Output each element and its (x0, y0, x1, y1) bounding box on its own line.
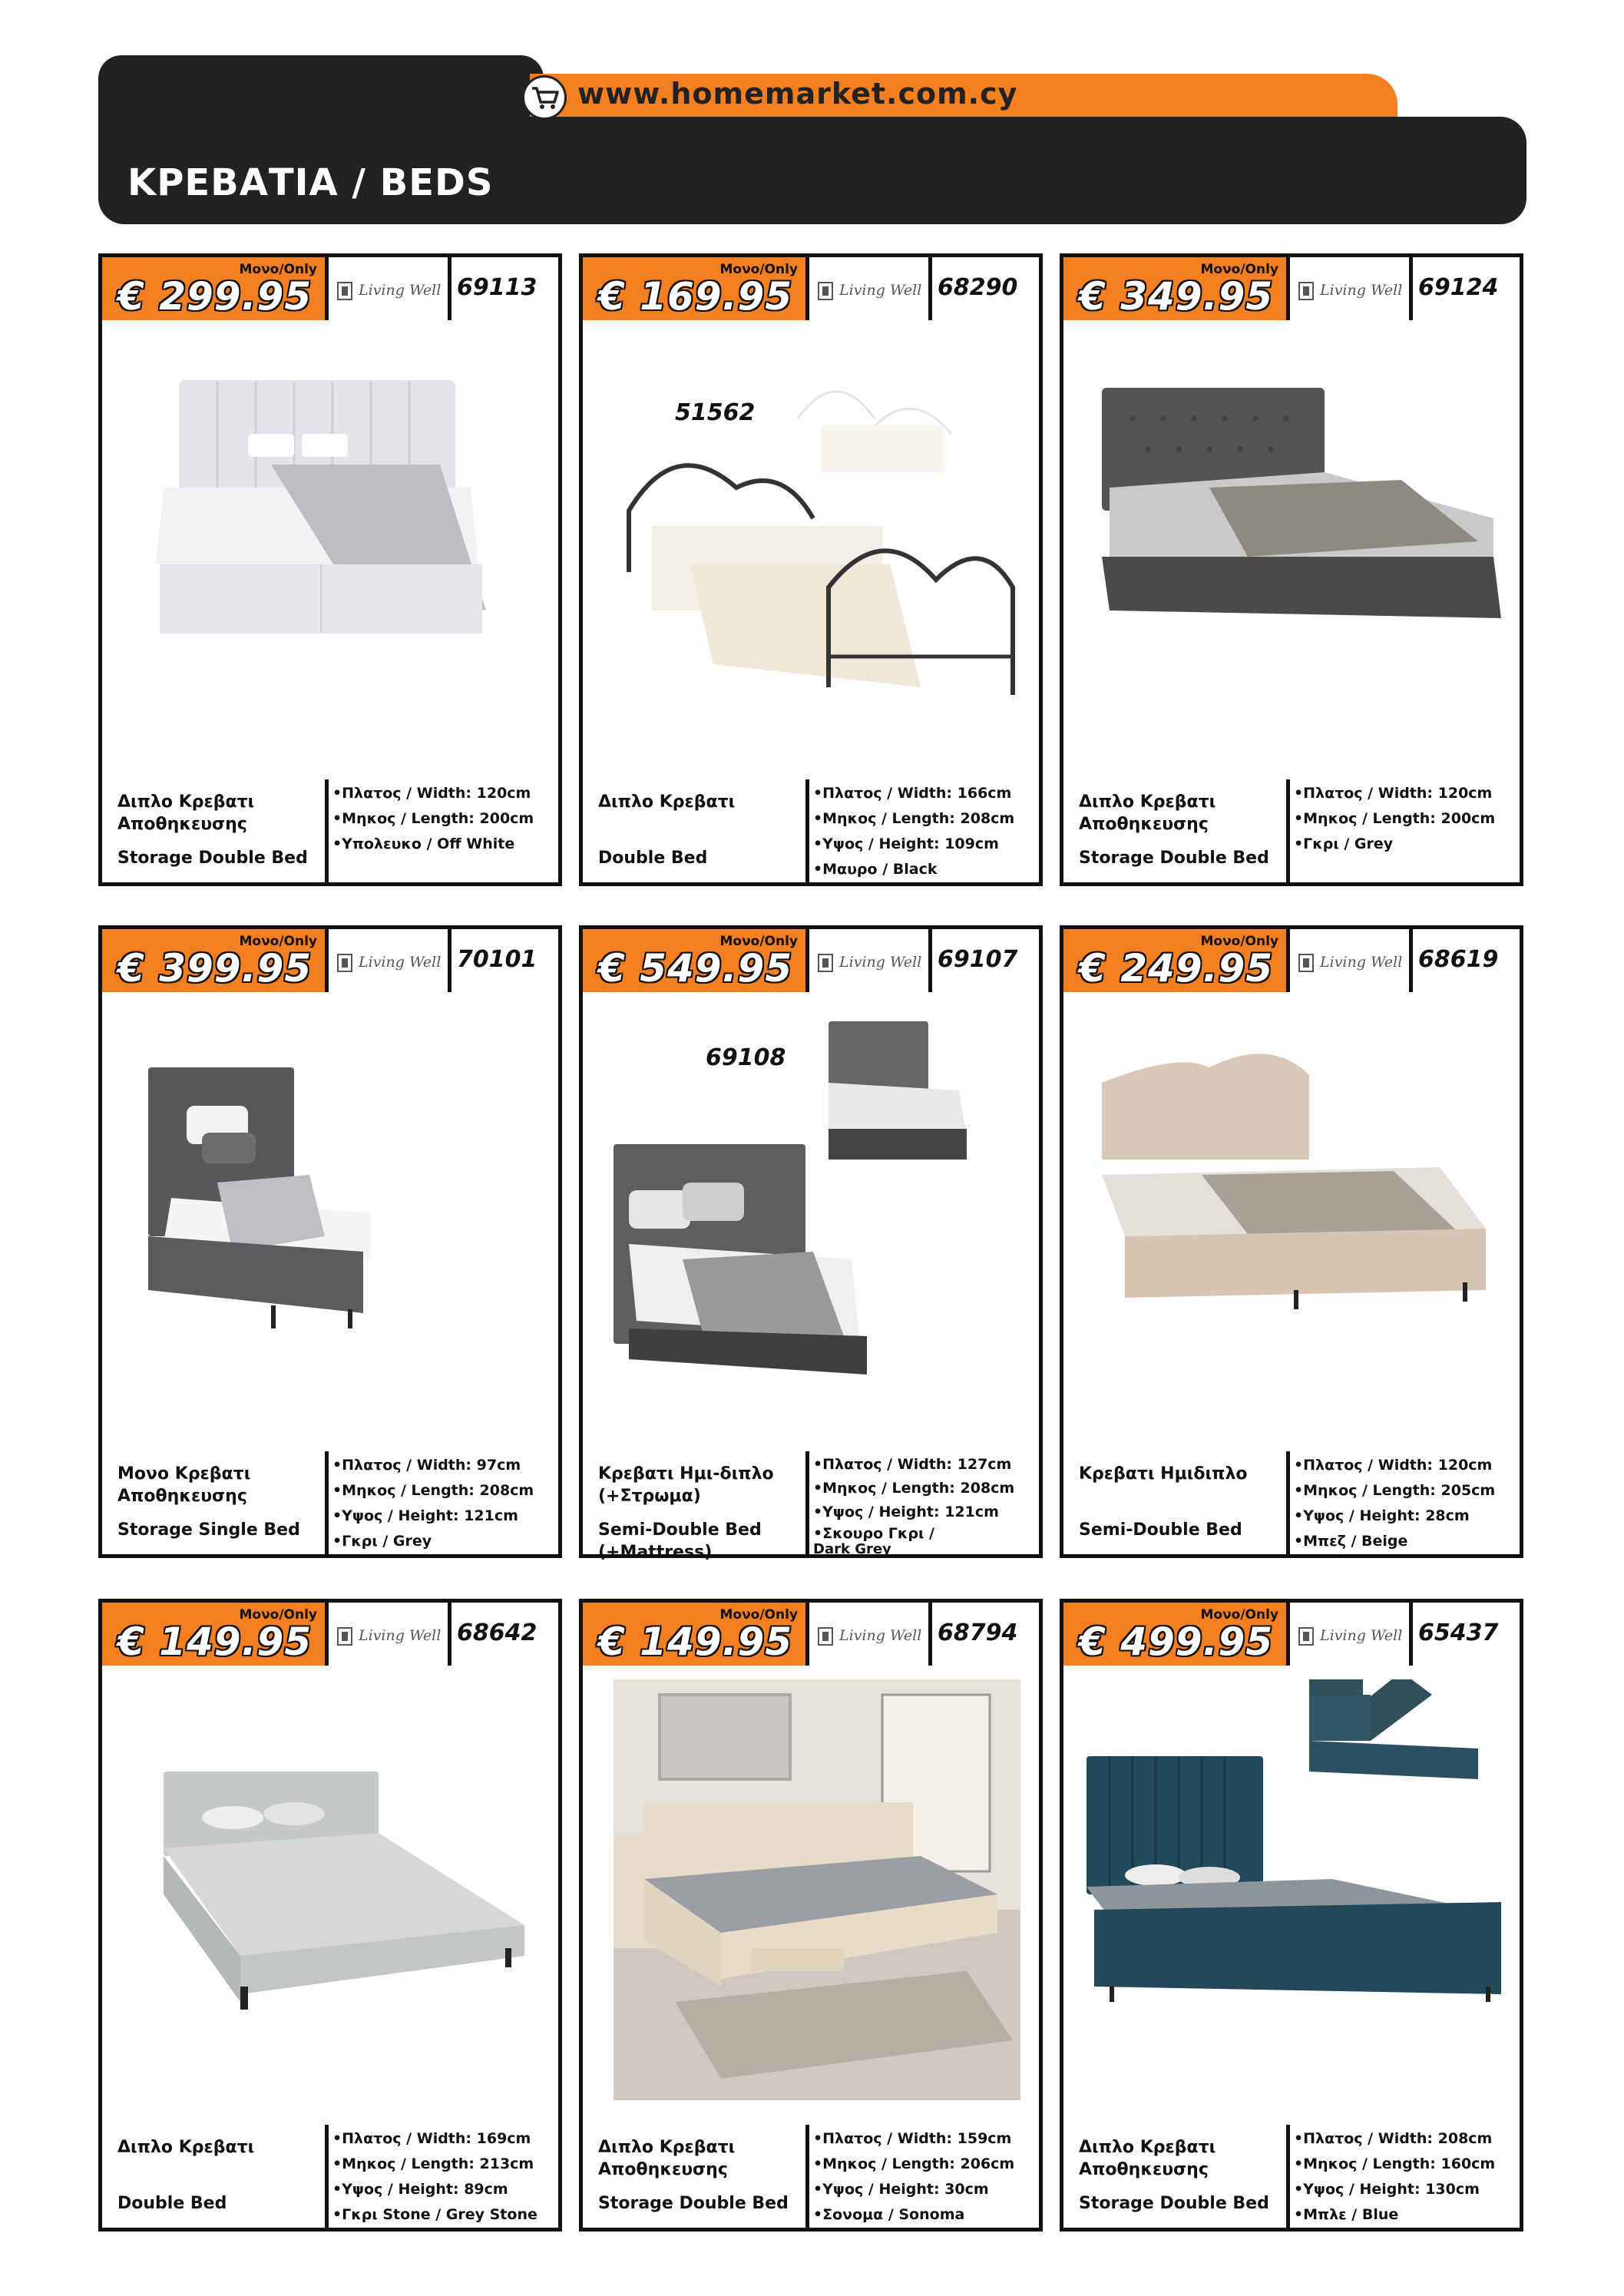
bed-image[interactable] (598, 1006, 1024, 1436)
spec-line: •Υπολευκο / Off White (332, 835, 515, 852)
product-card[interactable] (1060, 253, 1523, 886)
price-box (102, 929, 325, 992)
only-label: Μονο/Only (239, 934, 317, 949)
price: € 149.95 (117, 1619, 313, 1664)
alt-product-code: 69108 (706, 1044, 786, 1071)
spec-line: •Πλατος / Width: 127cm (813, 1456, 1012, 1473)
brand-logo-icon (1298, 954, 1314, 972)
product-name-english: Double Bed (117, 2194, 227, 2213)
spec-line: •Πλατος / Width: 159cm (813, 2130, 1012, 2147)
spec-line: •Πλατος / Width: 169cm (332, 2130, 531, 2147)
product-specs (332, 1453, 563, 1554)
only-label: Μονο/Only (719, 1607, 798, 1623)
product-specs (813, 781, 1044, 882)
divider (325, 929, 329, 992)
price: € 549.95 (598, 946, 793, 991)
spec-line: •Μηκος / Length: 160cm (1294, 2155, 1496, 2172)
spec-line: •Υψος / Height: 89cm (332, 2181, 508, 2198)
price: € 399.95 (117, 946, 313, 991)
divider (325, 257, 329, 320)
only-label: Μονο/Only (1200, 934, 1278, 949)
divider (325, 2125, 329, 2228)
product-card[interactable] (579, 1599, 1043, 2231)
divider (1409, 257, 1413, 320)
divider (1409, 1603, 1413, 1666)
product-card[interactable] (579, 253, 1043, 886)
spec-line: •Γκρι Stone / Grey Stone (332, 2206, 537, 2223)
divider (1286, 779, 1290, 883)
brand-logo-icon (818, 282, 833, 300)
product-name-greek: Διπλο Κρεβατι Αποθηκευσης (1079, 792, 1216, 834)
product-card[interactable] (1060, 925, 1523, 1558)
brand-logo-icon (818, 1627, 833, 1646)
price-box (102, 257, 325, 320)
spec-line: •Μαυρο / Black (813, 861, 938, 878)
bed-image[interactable] (1079, 1006, 1504, 1436)
spec-line: •Υψος / Height: 30cm (813, 2181, 989, 2198)
brand-logo-icon (337, 1627, 352, 1646)
price: € 299.95 (117, 274, 313, 319)
spec-line: •Υψος / Height: 121cm (813, 1504, 999, 1520)
product-card[interactable] (98, 925, 562, 1558)
spec-line: •Υψος / Height: 28cm (1294, 1507, 1470, 1524)
price-box (583, 1603, 805, 1666)
brand-name: Living Well (839, 282, 922, 299)
brand-logo-icon (337, 954, 352, 972)
bed-image[interactable] (598, 1679, 1024, 2109)
divider (805, 929, 809, 992)
product-name-greek: Διπλο Κρεβατι Αποθηκευσης (598, 2138, 736, 2179)
product-name-greek: Κρεβατι Ημιδιπλο (1079, 1464, 1248, 1484)
price: € 249.95 (1079, 946, 1274, 991)
bed-image[interactable] (1079, 334, 1504, 764)
divider (325, 1451, 329, 1555)
brand-name: Living Well (1320, 1627, 1403, 1644)
product-specs (1294, 2126, 1524, 2228)
spec-line: •Πλατος / Width: 166cm (813, 785, 1012, 802)
divider (448, 929, 451, 992)
product-name-english: Storage Double Bed (1079, 849, 1269, 868)
product-name-english: Storage Double Bed (117, 849, 308, 868)
divider (928, 257, 932, 320)
brand-name: Living Well (359, 282, 442, 299)
divider (805, 257, 809, 320)
brand-name: Living Well (1320, 954, 1403, 971)
divider (805, 1603, 809, 1666)
product-name-english: Double Bed (598, 849, 708, 868)
divider (805, 1451, 809, 1555)
product-name-english: Semi-Double Bed (+Mattress) (598, 1520, 762, 1562)
spec-line: •Μηκος / Length: 208cm (813, 1480, 1015, 1497)
price-box (1063, 1603, 1286, 1666)
only-label: Μονο/Only (719, 262, 798, 277)
product-code: 69107 (938, 946, 1018, 973)
brand-name: Living Well (839, 954, 922, 971)
bed-image[interactable] (598, 334, 1024, 764)
divider (1286, 1451, 1290, 1555)
price: € 499.95 (1079, 1619, 1274, 1664)
price: € 169.95 (598, 274, 793, 319)
product-specs (1294, 1453, 1524, 1554)
divider (805, 779, 809, 883)
cart-icon (522, 75, 567, 120)
product-specs (813, 2126, 1044, 2228)
price-box (583, 929, 805, 992)
product-name-greek: Διπλο Κρεβατι Αποθηκευσης (117, 792, 255, 834)
product-card[interactable] (98, 1599, 562, 2231)
spec-line: •Πλατος / Width: 120cm (1294, 785, 1493, 802)
price-box (1063, 929, 1286, 992)
only-label: Μονο/Only (1200, 1607, 1278, 1623)
product-specs (813, 1453, 1044, 1557)
bed-image[interactable] (1079, 1679, 1504, 2109)
product-code: 69124 (1418, 274, 1499, 301)
spec-line: •Υψος / Height: 121cm (332, 1507, 518, 1524)
price-box (102, 1603, 325, 1666)
brand-logo-icon (1298, 282, 1314, 300)
product-code: 70101 (457, 946, 537, 973)
product-code: 68642 (457, 1619, 537, 1646)
spec-line: •Πλατος / Width: 97cm (332, 1457, 521, 1474)
divider (1286, 1603, 1290, 1666)
product-name-english: Storage Double Bed (598, 2194, 789, 2213)
spec-line: •Μηκος / Length: 206cm (813, 2155, 1015, 2172)
product-name-greek: Διπλο Κρεβατι Αποθηκευσης (1079, 2138, 1216, 2179)
spec-line: •Μηκος / Length: 208cm (813, 810, 1015, 827)
product-card[interactable] (579, 925, 1043, 1562)
price: € 149.95 (598, 1619, 793, 1664)
divider (325, 1603, 329, 1666)
divider (1286, 929, 1290, 992)
divider (928, 929, 932, 992)
bed-image[interactable] (117, 1679, 543, 2109)
product-code: 69113 (457, 274, 537, 301)
spec-line: •Πλατος / Width: 208cm (1294, 2130, 1493, 2147)
product-name-english: Storage Double Bed (1079, 2194, 1269, 2213)
divider (805, 2125, 809, 2228)
price-box (1063, 257, 1286, 320)
divider (448, 257, 451, 320)
brand-name: Living Well (1320, 282, 1403, 299)
product-name-english: Semi-Double Bed (1079, 1520, 1242, 1540)
product-code: 65437 (1418, 1619, 1499, 1646)
only-label: Μονο/Only (239, 1607, 317, 1623)
bed-image[interactable] (117, 334, 543, 764)
price-box (583, 257, 805, 320)
spec-line: Dark Grey (813, 1541, 891, 1557)
header-banner (98, 117, 1526, 224)
spec-line: •Πλατος / Width: 120cm (332, 785, 531, 802)
spec-line: •Γκρι / Grey (1294, 835, 1394, 852)
spec-line: •Πλατος / Width: 120cm (1294, 1457, 1493, 1474)
header-tab (98, 55, 544, 124)
spec-line: •Μηκος / Length: 208cm (332, 1482, 534, 1499)
brand-logo-icon (337, 282, 352, 300)
spec-line: •Μηκος / Length: 213cm (332, 2155, 534, 2172)
product-card[interactable] (1060, 1599, 1523, 2231)
spec-line: •Μηκος / Length: 200cm (1294, 810, 1496, 827)
product-code: 68794 (938, 1619, 1018, 1646)
only-label: Μονο/Only (1200, 262, 1278, 277)
product-name-english: Storage Single Bed (117, 1520, 300, 1540)
brand-name: Living Well (839, 1627, 922, 1644)
brand-name: Living Well (359, 954, 442, 971)
spec-line: •Μπεζ / Beige (1294, 1533, 1408, 1550)
spec-line: •Μπλε / Blue (1294, 2206, 1399, 2223)
spec-line: •Σκουρο Γκρι / (813, 1525, 934, 1542)
spec-line: •Μηκος / Length: 200cm (332, 810, 534, 827)
alt-product-code: 51562 (675, 399, 756, 426)
divider (448, 1603, 451, 1666)
spec-line: •Υψος / Height: 109cm (813, 835, 999, 852)
product-name-greek: Μονο Κρεβατι Αποθηκευσης (117, 1464, 251, 1506)
product-card[interactable] (98, 253, 562, 886)
only-label: Μονο/Only (239, 262, 317, 277)
page-title: ΚΡΕΒΑΤΙΑ / BEDS (127, 161, 494, 204)
spec-line: •Υψος / Height: 130cm (1294, 2181, 1480, 2198)
product-code: 68290 (938, 274, 1018, 301)
divider (1409, 929, 1413, 992)
product-specs (332, 2126, 563, 2228)
divider (1286, 257, 1290, 320)
brand-name: Living Well (359, 1627, 442, 1644)
spec-line: •Μηκος / Length: 205cm (1294, 1482, 1496, 1499)
product-code: 68619 (1418, 946, 1499, 973)
price: € 349.95 (1079, 274, 1274, 319)
spec-line: •Γκρι / Grey (332, 1533, 432, 1550)
product-specs (332, 781, 563, 857)
divider (325, 779, 329, 883)
website-link[interactable]: www.homemarket.com.cy (577, 77, 1018, 111)
product-specs (1294, 781, 1524, 857)
divider (1286, 2125, 1290, 2228)
product-name-greek: Διπλο Κρεβατι (117, 2138, 255, 2157)
brand-logo-icon (818, 954, 833, 972)
only-label: Μονο/Only (719, 934, 798, 949)
brand-logo-icon (1298, 1627, 1314, 1646)
bed-image[interactable] (117, 1006, 543, 1436)
product-name-greek: Κρεβατι Ημι-διπλο (+Στρωμα) (598, 1464, 774, 1506)
spec-line: •Σονομα / Sonoma (813, 2206, 965, 2223)
product-name-greek: Διπλο Κρεβατι (598, 792, 736, 812)
divider (928, 1603, 932, 1666)
